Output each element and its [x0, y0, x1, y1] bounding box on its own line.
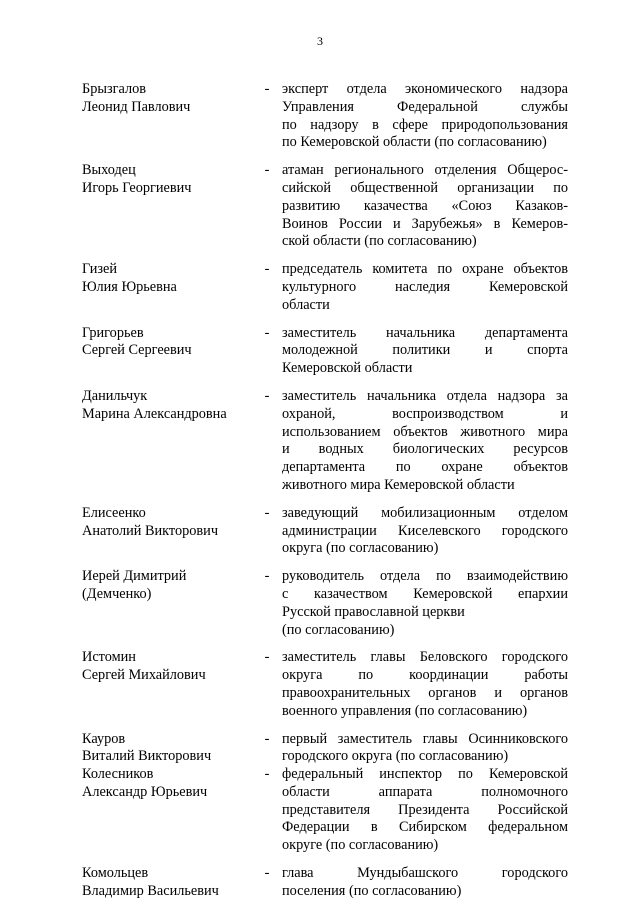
position-line: первый заместитель главы Осинниковского: [282, 730, 568, 747]
member-position: [282, 388, 568, 495]
member-name: [82, 81, 252, 117]
member-surname: Иерей Димитрий: [82, 568, 187, 585]
member-given-name: (Демченко): [82, 585, 152, 602]
position-line: области аппарата полномочного: [282, 783, 568, 800]
separator-dash: -: [264, 568, 270, 585]
member-given-name: Сергей Михайлович: [82, 667, 206, 684]
position-line: Управления Федеральной службы: [282, 98, 568, 115]
member-name: [82, 388, 252, 424]
position-line: ской области (по согласованию): [282, 233, 477, 250]
position-line: по Кемеровской области (по согласованию): [282, 134, 547, 151]
page-number: 3: [317, 34, 323, 48]
list-item: [82, 865, 568, 901]
position-line: заместитель начальника отдела надзора за: [282, 387, 568, 404]
member-surname: Выходец: [82, 162, 136, 179]
position-line: военного управления (по согласованию): [282, 702, 528, 719]
position-line: глава Мундыбашского городского: [282, 865, 568, 882]
member-given-name: Александр Юрьевич: [82, 783, 208, 800]
separator-dash: -: [264, 324, 270, 341]
position-line: поселения (по согласованию): [282, 882, 462, 899]
position-line: федеральный инспектор по Кемеровской: [282, 766, 568, 783]
position-line: культурного наследия Кемеровской: [282, 278, 568, 295]
position-line: животного мира Кемеровской области: [282, 476, 515, 493]
list-item: [82, 388, 568, 495]
position-line: и водных биологических ресурсов: [282, 441, 568, 458]
position-line: представителя Президента Российской: [282, 801, 568, 818]
list-item: [82, 162, 568, 251]
list-item: [82, 568, 568, 639]
position-line: использованием объектов животного мира: [282, 423, 568, 440]
position-line: округа (по согласованию): [282, 540, 439, 557]
separator-dash: -: [264, 766, 270, 783]
member-position: [282, 766, 568, 855]
position-line: городского округа (по согласованию): [282, 748, 509, 765]
member-name: [82, 505, 252, 541]
member-name: [82, 649, 252, 685]
members-list: [82, 81, 568, 901]
member-given-name: Виталий Викторович: [82, 748, 212, 765]
member-surname: Данильчук: [82, 387, 148, 404]
list-item: [82, 261, 568, 314]
member-surname: Истомин: [82, 649, 136, 666]
position-line: заведующий мобилизационным отделом: [282, 504, 568, 521]
member-given-name: Юлия Юрьевна: [82, 278, 177, 295]
member-surname: Гизей: [82, 261, 118, 278]
position-line: Воинов России и Зарубежья» в Кемеров-: [282, 215, 568, 232]
member-surname: Кауров: [82, 730, 126, 747]
position-line: департамента по охране объектов: [282, 459, 568, 476]
member-position: [282, 731, 568, 767]
member-surname: Комольцев: [82, 865, 149, 882]
member-given-name: Марина Александровна: [82, 405, 227, 422]
list-item: [82, 731, 568, 767]
member-name: [82, 325, 252, 361]
separator-dash: -: [264, 649, 270, 666]
position-line: Кемеровской области: [282, 360, 413, 377]
position-line: правоохранительных органов и органов: [282, 684, 568, 701]
position-line: по надзору в сфере природопользования: [282, 116, 568, 133]
member-position: [282, 325, 568, 378]
member-given-name: Леонид Павлович: [82, 98, 191, 115]
separator-dash: -: [264, 504, 270, 521]
separator-dash: -: [264, 261, 270, 278]
member-given-name: Игорь Георгиевич: [82, 179, 192, 196]
position-line: развитию казачества «Союз Казаков-: [282, 197, 568, 214]
separator-dash: -: [264, 81, 270, 97]
position-line: Русской православной церкви: [282, 603, 465, 620]
position-line: заместитель начальника департамента: [282, 324, 568, 341]
member-position: [282, 162, 568, 251]
member-position: [282, 649, 568, 720]
member-name: [82, 865, 252, 901]
position-line: (по согласованию): [282, 621, 395, 638]
member-surname: Колесников: [82, 766, 154, 783]
member-name: [82, 766, 252, 802]
member-given-name: Владимир Васильевич: [82, 882, 219, 899]
position-line: председатель комитета по охране объектов: [282, 261, 568, 278]
member-given-name: Сергей Сергеевич: [82, 342, 192, 359]
member-surname: Брызгалов: [82, 81, 146, 97]
position-line: сийской общественной организации по: [282, 179, 568, 196]
position-line: молодежной политики и спорта: [282, 342, 568, 359]
position-line: эксперт отдела экономического надзора: [282, 81, 568, 97]
list-item: [82, 505, 568, 558]
member-position: [282, 261, 568, 314]
separator-dash: -: [264, 162, 270, 179]
position-line: администрации Киселевского городского: [282, 522, 568, 539]
member-given-name: Анатолий Викторович: [82, 522, 219, 539]
member-position: [282, 865, 568, 901]
list-item: [82, 81, 568, 152]
position-line: округе (по согласованию): [282, 837, 439, 854]
member-position: [282, 81, 568, 152]
position-line: охраной, воспроизводством и: [282, 405, 568, 422]
position-line: с казачеством Кемеровской епархии: [282, 585, 568, 602]
member-position: [282, 505, 568, 558]
member-name: [82, 568, 252, 604]
list-item: [82, 325, 568, 378]
member-surname: Елисеенко: [82, 504, 146, 521]
position-line: области: [282, 296, 330, 313]
separator-dash: -: [264, 730, 270, 747]
position-line: руководитель отдела по взаимодействию: [282, 568, 568, 585]
position-line: округа по координации работы: [282, 667, 568, 684]
position-line: атаман регионального отделения Общерос-: [282, 162, 568, 179]
member-name: [82, 261, 252, 297]
member-position: [282, 568, 568, 639]
separator-dash: -: [264, 865, 270, 882]
position-line: Федерации в Сибирском федеральном: [282, 819, 568, 836]
list-item: [82, 649, 568, 720]
separator-dash: -: [264, 387, 270, 404]
member-name: [82, 731, 252, 767]
member-surname: Григорьев: [82, 324, 144, 341]
position-line: заместитель главы Беловского городского: [282, 649, 568, 666]
member-name: [82, 162, 252, 198]
list-item: [82, 766, 568, 855]
